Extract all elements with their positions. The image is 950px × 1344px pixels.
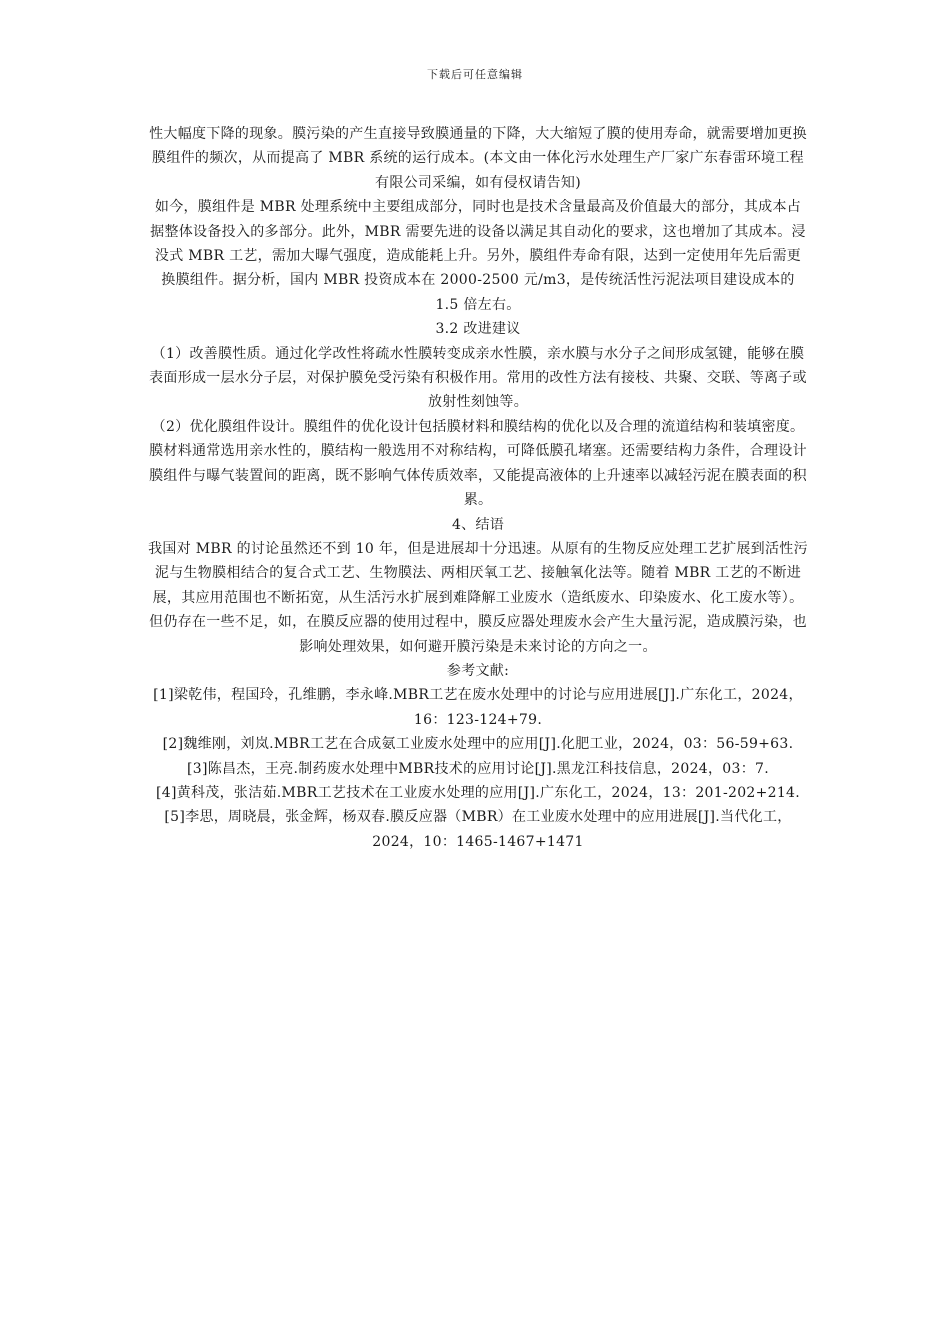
reference-item: [5]李思，周晓晨，张金辉，杨双春.膜反应器（MBR）在工业废水处理中的应用进展[J].当代化工，2024，10：1465-1467+1471: [164, 809, 792, 850]
reference-item: [1]梁乾伟，程国玲，孔维鹏，李永峰.MBR工艺在废水处理中的讨论与应用进展[J].广东化工，2024，16：123-124+79.: [153, 687, 803, 728]
reference-item: [2]魏维刚，刘岚.MBR工艺在合成氨工业废水处理中的应用[J].化肥工业，2024，03：56-59+63.: [162, 736, 794, 753]
paragraph-optimize-module: （2）优化膜组件设计。膜组件的优化设计包括膜材料和膜结构的优化以及合理的流道结构和装填密度。膜材料通常选用亲水性的，膜结构一般选用不对称结构，可降低膜孔堵塞。还需要结构力条件，合理设计膜组件与曝气装置间的距离，既不影响气体传质效率，又能提高液体的上升速率以减轻污泥在膜表面的积累。: [149, 418, 807, 509]
references-title: 参考文献:: [446, 662, 510, 679]
section-heading-4: 4、结语: [451, 516, 505, 533]
paragraph-conclusion: 我国对 MBR 的讨论虽然还不到 10 年，但是进展却十分迅速。从原有的生物反应处理工艺扩展到活性污泥与生物膜相结合的复合式工艺、生物膜法、两相厌氧工艺、接触氧化法等。随着 MBR 工艺的不断进展，其应用范围也不断拓宽，从生活污水扩展到难降解工业废水（造纸废水、印染废水、化工废水等）。但仍存在一些不足，如，在膜反应器的使用过程中，膜反应器处理废水会产生大量污泥，造成膜污染，也影响处理效果，如何避开膜污染是未来讨论的方向之一。: [148, 540, 808, 655]
reference-item: [3]陈昌杰，王亮.制药废水处理中MBR技术的应用讨论[J].黑龙江科技信息，2024，03：7.: [187, 760, 769, 777]
paragraph-membrane-fouling: 性大幅度下降的现象。膜污染的产生直接导致膜通量的下降，大大缩短了膜的使用寿命，就需要增加更换膜组件的频次，从而提高了 MBR 系统的运行成本。(本文由一体化污水处理生产厂家广东春雷环境工程有限公司采编，如有侵权请告知): [149, 126, 807, 191]
reference-item: [4]黄科茂，张洁茹.MBR工艺技术在工业废水处理的应用[J].广东化工，2024，13：201-202+214.: [155, 784, 801, 801]
paragraph-cost: 如今，膜组件是 MBR 处理系统中主要组成部分，同时也是技术含量最高及价值最大的部分，其成本占据整体设备投入的多部分。此外，MBR 需要先进的设备以满足其自动化的要求，这也增加了其成本。浸没式 MBR 工艺，需加大曝气强度，造成能耗上升。另外，膜组件寿命有限，达到一定使用年先后需更换膜组件。据分析，国内 MBR 投资成本在 2000-2500 元/m3，是传统活性污泥法项目建设成本的 1.5 倍左右。: [150, 199, 806, 313]
document-body: [148, 122, 808, 854]
section-heading-3-2: 3.2 改进建议: [435, 321, 521, 338]
paragraph-improve-membrane: （1）改善膜性质。通过化学改性将疏水性膜转变成亲水性膜，亲水膜与水分子之间形成氢键，能够在膜表面形成一层水分子层，对保护膜免受污染有积极作用。常用的改性方法有接枝、共聚、交联、等离子或放射性刻蚀等。: [149, 345, 807, 411]
header-note: 下载后可任意编辑: [427, 68, 523, 81]
